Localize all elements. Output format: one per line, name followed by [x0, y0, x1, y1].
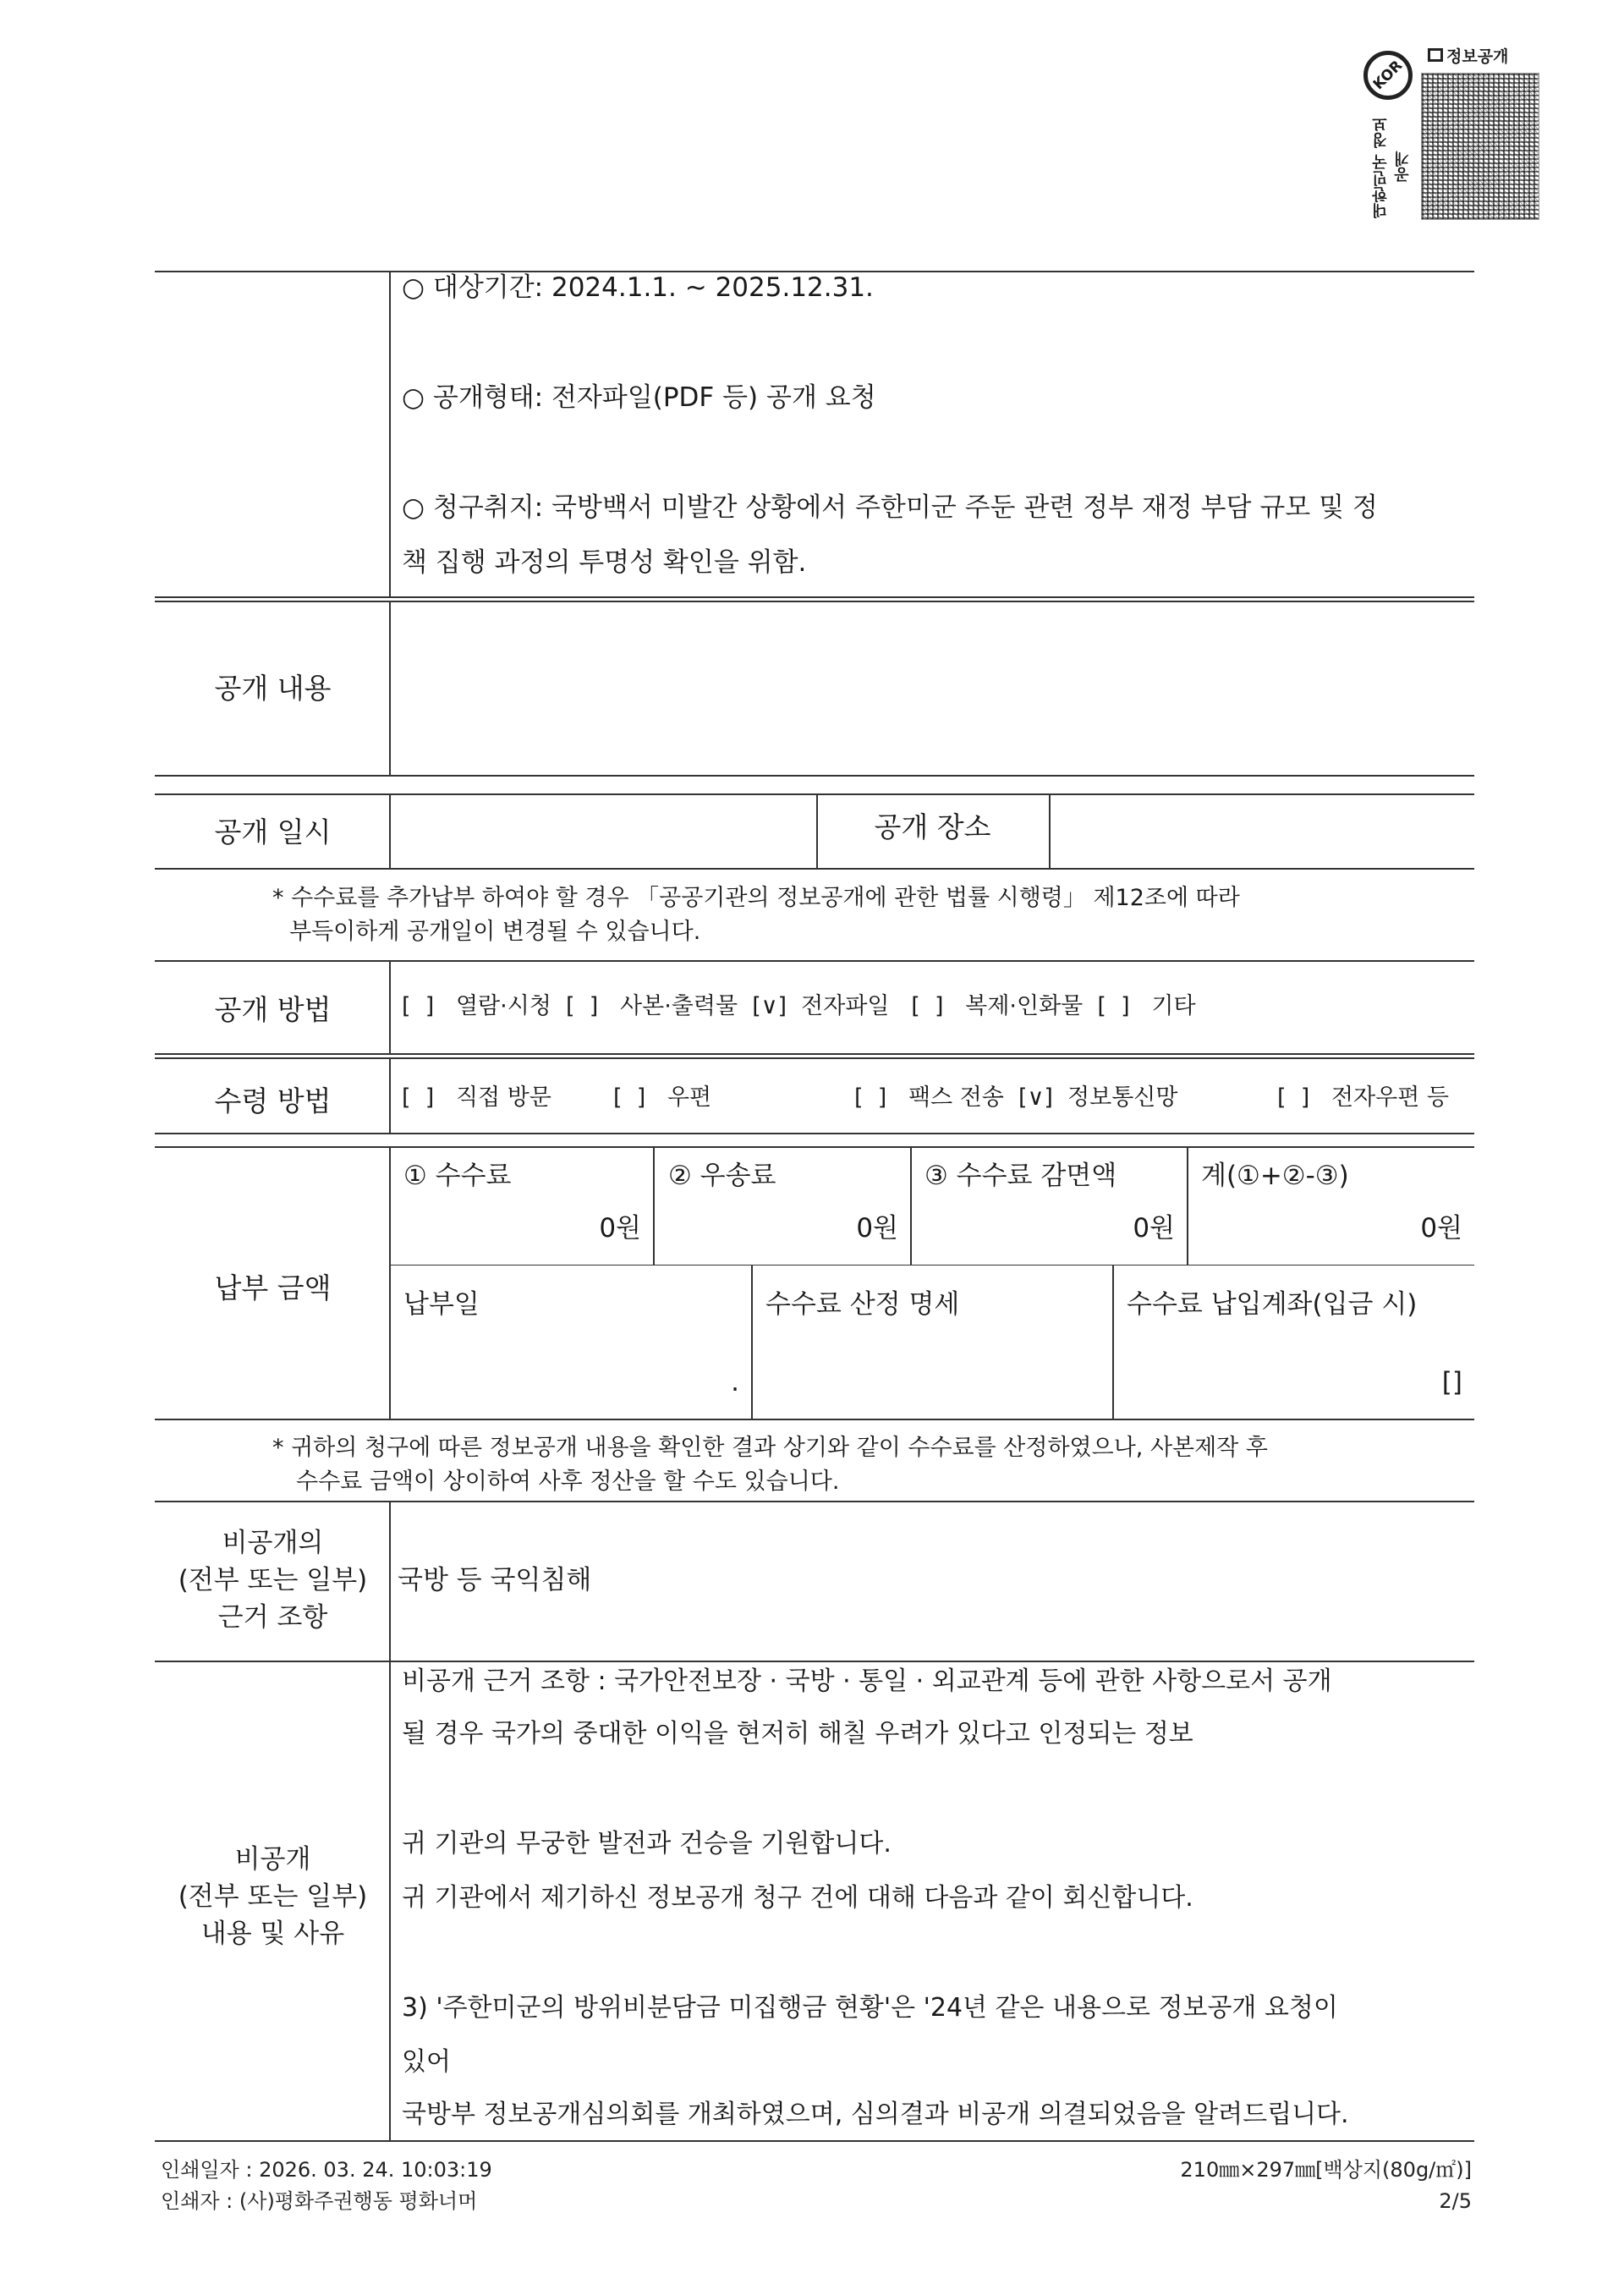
- request-purpose-line1: ○ 청구취지: 국방백서 미발간 상황에서 주한미군 주둔 관련 정부 재정 부담 규모 및 정: [402, 492, 1378, 523]
- postage-value: 0원: [856, 1213, 898, 1244]
- rule: [155, 1501, 1474, 1502]
- reason-line7: 국방부 정보공개심의회를 개최하였으며, 심의결과 비공개 의결되었음을 알려드립니다.: [402, 2100, 1349, 2129]
- rule: [389, 1661, 391, 2140]
- fee-label: ① 수수료: [403, 1161, 512, 1191]
- total-label: 계(①+②-③): [1201, 1161, 1349, 1191]
- rule: [155, 868, 1474, 870]
- rule: [389, 1057, 391, 1133]
- calc-note-line1: * 귀하의 청구에 따른 정보공개 내용을 확인한 결과 상기와 같이 수수료를 산정하였으나, 사본제작 후: [272, 1435, 1268, 1461]
- rule: [155, 1133, 1474, 1134]
- table-bottom-rule: [155, 2140, 1474, 2142]
- rule: [389, 1501, 391, 1661]
- rule: [155, 775, 1474, 777]
- nondisclosure-basis-value: 국방 등 국익침해: [398, 1565, 592, 1595]
- footer-print-date: 인쇄일자 : 2026. 03. 24. 10:03:19: [161, 2158, 492, 2182]
- receipt-method-label: 수령 방법: [214, 1084, 332, 1117]
- nondisclosure-basis-label-line2: (전부 또는 일부): [178, 1565, 368, 1595]
- house-icon: [1428, 48, 1443, 62]
- fee-note-line1: * 수수료를 추가납부 하여야 할 경우 「공공기관의 정보공개에 관한 법률 시행령」 제12조에 따라: [272, 885, 1240, 911]
- qr-code: [1421, 73, 1539, 220]
- reason-line1: 비공개 근거 조항 : 국가안전보장 · 국방 · 통일 · 외교관계 등에 관한 사항으로서 공개: [402, 1666, 1332, 1696]
- reduction-value: 0원: [1133, 1213, 1175, 1244]
- payment-date-value: .: [731, 1367, 739, 1397]
- rule: [389, 1265, 1474, 1266]
- receipt-option-mail: [ ] 우편: [613, 1084, 712, 1111]
- disclosure-place-label: 공개 장소: [874, 810, 991, 843]
- nondisclosure-reason-label: [156, 1841, 389, 1952]
- fee-calc-label: 수수료 산정 명세: [765, 1289, 960, 1320]
- rule: [155, 1146, 1474, 1148]
- open-gov-logo: [1428, 44, 1529, 66]
- reason-line6: 있어: [402, 2047, 451, 2077]
- kor-badge: KOR: [1353, 41, 1423, 110]
- disclosure-date-label: 공개 일시: [214, 815, 332, 848]
- rule: [155, 1419, 1474, 1420]
- rule: [1049, 793, 1051, 868]
- postage-label: ② 우송료: [668, 1161, 776, 1191]
- rule: [389, 601, 391, 775]
- government-seal: [1358, 36, 1540, 223]
- total-value: 0원: [1420, 1213, 1462, 1244]
- rule: [389, 960, 391, 1053]
- nondisclosure-basis-label-line3: 근거 조항: [217, 1602, 328, 1633]
- rule: [389, 271, 391, 596]
- rule: [653, 1146, 655, 1265]
- receipt-option-email: [ ] 전자우편 등: [1277, 1084, 1449, 1111]
- disclosure-method-options: [ ] 열람·시청 [ ] 사본·출력물 [∨] 전자파일 [ ] 복제·인화물 [ ] 기타: [402, 993, 1196, 1019]
- seal-vertical-text: 대한민국 정보공개: [1372, 115, 1412, 218]
- footer-printer: 인쇄자 : (사)평화주권행동 평화너머: [161, 2189, 478, 2213]
- fee-account-value: []: [1441, 1367, 1462, 1397]
- nondisclosure-reason-label-line1: 비공개: [234, 1844, 311, 1875]
- nondisclosure-reason-label-line2: (전부 또는 일부): [178, 1881, 368, 1912]
- reason-line2: 될 경우 국가의 중대한 이익을 현저히 해칠 우려가 있다고 인정되는 정보: [402, 1719, 1193, 1749]
- rule: [1187, 1146, 1188, 1265]
- rule: [155, 960, 1474, 962]
- receipt-option-visit: [ ] 직접 방문: [402, 1084, 551, 1111]
- nondisclosure-basis-label: [156, 1524, 389, 1636]
- rule: [389, 793, 391, 868]
- rule: [155, 596, 1474, 598]
- nondisclosure-basis-label-line1: 비공개의: [222, 1528, 324, 1558]
- footer-paper-spec: 210㎜×297㎜[백상지(80g/㎡)]: [1180, 2158, 1472, 2182]
- rule: [155, 601, 1474, 602]
- reason-line4: 귀 기관에서 제기하신 정보공개 청구 건에 대해 다음과 같이 회신합니다.: [402, 1883, 1193, 1913]
- rule: [155, 793, 1474, 795]
- target-period: ○ 대상기간: 2024.1.1. ~ 2025.12.31.: [402, 272, 874, 303]
- fee-value: 0원: [599, 1213, 641, 1244]
- reason-line3: 귀 기관의 무궁한 발전과 건승을 기원합니다.: [402, 1829, 892, 1859]
- logo-caption: 정보공개: [1446, 47, 1509, 66]
- calc-note-line2: 수수료 금액이 상이하여 사후 정산을 할 수도 있습니다.: [296, 1469, 840, 1495]
- disclosure-method-label: 공개 방법: [214, 993, 332, 1026]
- receipt-option-fax-network: [ ] 팩스 전송 [∨] 정보통신망: [854, 1084, 1178, 1111]
- request-purpose-line2: 책 집행 과정의 투명성 확인을 위함.: [402, 547, 807, 578]
- reason-line5: 3) '주한미군의 방위비분담금 미집행금 현황'은 '24년 같은 내용으로 정보공개 요청이: [402, 1993, 1338, 2023]
- rule: [155, 1053, 1474, 1055]
- disclosure-format: ○ 공개형태: 전자파일(PDF 등) 공개 요청: [402, 382, 876, 413]
- rule: [910, 1146, 912, 1265]
- rule: [155, 1057, 1474, 1059]
- footer-page-number: 2/5: [1439, 2189, 1472, 2213]
- disclosure-content-label: 공개 내용: [214, 672, 332, 705]
- payment-amount-label: 납부 금액: [214, 1271, 332, 1304]
- fee-account-label: 수수료 납입계좌(입금 시): [1127, 1289, 1418, 1320]
- nondisclosure-reason-label-line3: 내용 및 사유: [200, 1919, 345, 1949]
- fee-note-line2: 부득이하게 공개일이 변경될 수 있습니다.: [289, 919, 701, 945]
- reduction-label: ③ 수수료 감면액: [924, 1161, 1117, 1191]
- rule: [155, 1661, 1474, 1662]
- payment-date-label: 납부일: [403, 1289, 480, 1320]
- rule: [751, 1265, 753, 1419]
